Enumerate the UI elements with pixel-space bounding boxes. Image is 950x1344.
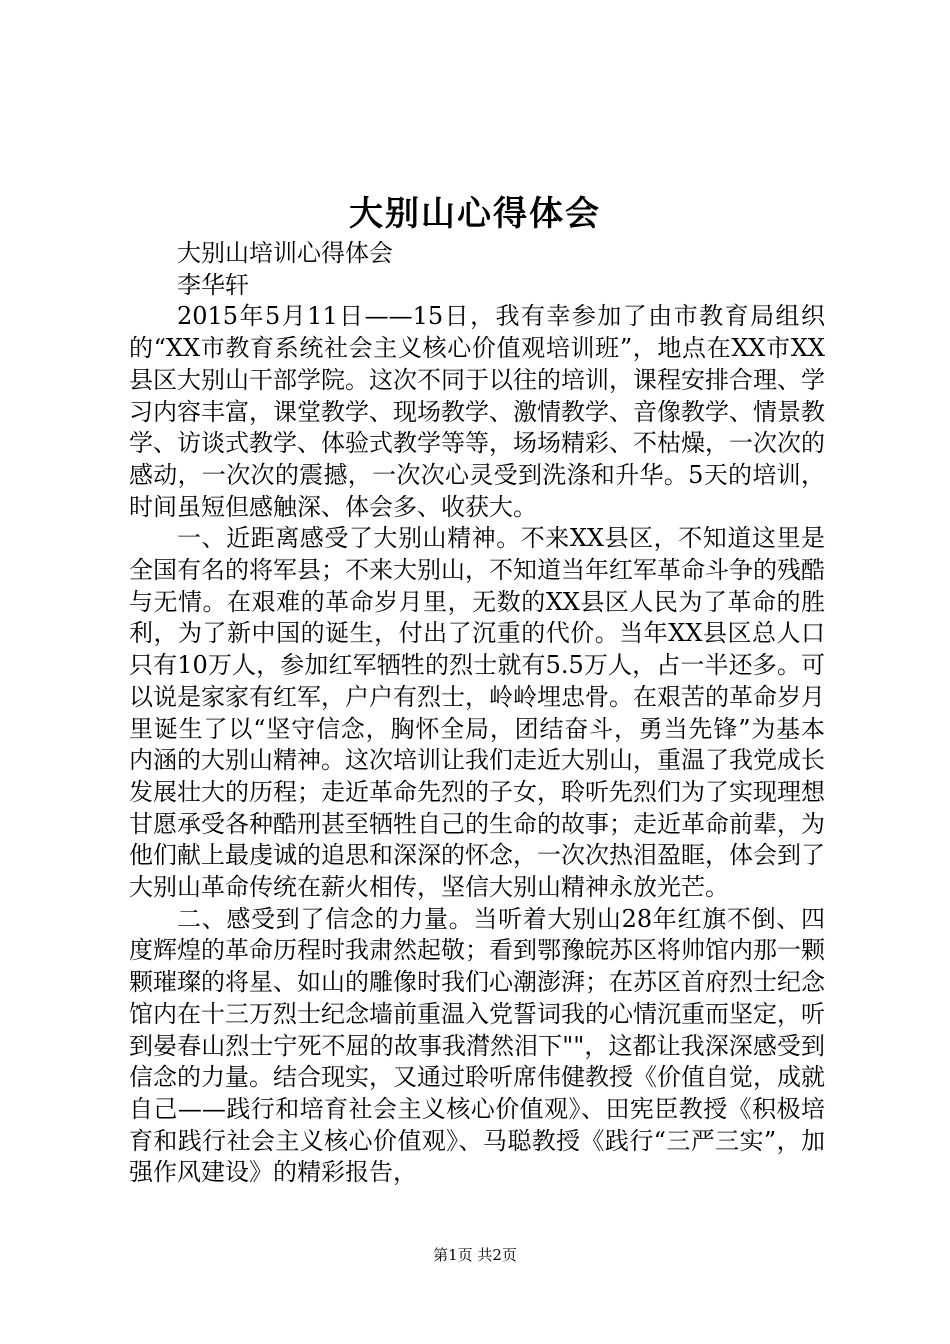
subtitle-line: 大别山培训心得体会	[177, 239, 393, 267]
page-number-footer: 第1页 共2页	[433, 1246, 517, 1264]
document-body	[129, 238, 825, 1189]
author-line: 李华轩	[177, 270, 249, 299]
paragraph-section-two: 二、感受到了信念的力量。当听着大别山28年红旗不倒、四度辉煌的革命历程时我肃然起敬；看到鄂豫皖苏区将帅馆内那一颗颗璀璨的将星、如山的雕像时我们心潮澎湃；在苏区首府烈士纪念馆内在十三万烈士纪念墙前重温入党誓词我的心情沉重而坚定，听到晏春山烈士宁死不屈的故事我潸然泪下""，这都让我深深感受到信念的力量。结合现实，又通过聆听席伟健教授《价值自觉，成就自己——践行和培育社会主义核心价值观》、田宪臣教授《积极培育和践行社会主义核心价值观》、马聪教授《践行“三严三实”，加强作风建设》的精彩报告，	[129, 904, 825, 1187]
paragraph-intro: 2015年5月11日——15日，我有幸参加了由市教育局组织的“XX市教育系统社会主义核心价值观培训班”，地点在XX市XX县区大别山干部学院。这次不同于以往的培训，课程安排合理、学习内容丰富，课堂教学、现场教学、激情教学、音像教学、情景教学、访谈式教学、体验式教学等等，场场精彩、不枯燥，一次次的感动，一次次的震撼，一次次心灵受到洗涤和升华。5天的培训，时间虽短但感触深、体会多、收获大。	[129, 302, 825, 521]
document-title: 大别山心得体会	[349, 194, 601, 234]
paragraph-section-one: 一、近距离感受了大别山精神。不来XX县区，不知道这里是全国有名的将军县；不来大别山，不知道当年红军革命斗争的残酷与无情。在艰难的革命岁月里，无数的XX县区人民为了革命的胜利，为了新中国的诞生，付出了沉重的代价。当年XX县区总人口只有10万人，参加红军牺牲的烈士就有5.5万人，占一半还多。可以说是家家有红军，户户有烈士，岭岭埋忠骨。在艰苦的革命岁月里诞生了以“坚守信念，胸怀全局，团结奋斗，勇当先锋”为基本内涵的大别山精神。这次培训让我们走近大别山，重温了我党成长发展壮大的历程；走近革命先烈的子女，聆听先烈们为了实现理想甘愿承受各种酷刑甚至牺牲自己的生命的故事；走近革命前辈，为他们献上最虔诚的追思和深深的怀念，一次次热泪盈眶，体会到了大别山革命传统在薪火相传，坚信大别山精神永放光芒。	[129, 524, 825, 902]
